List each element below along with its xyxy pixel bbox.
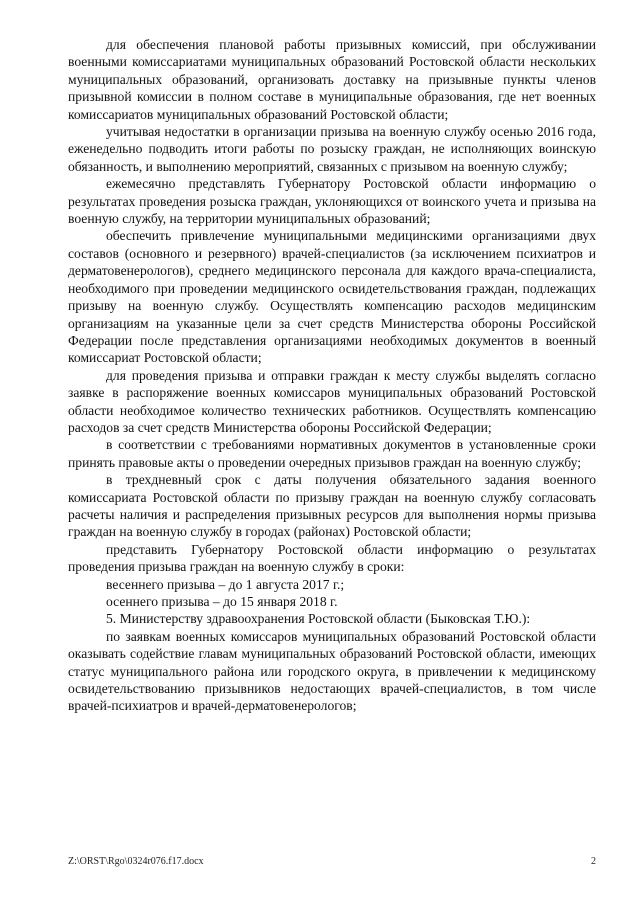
paragraph-section-5-heading: 5. Министерству здравоохранения Ростовской области (Быковская Т.Ю.): [106,611,531,627]
document-body [68,36,596,715]
paragraph-monthly-report: ежемесячно представлять Губернатору Ростовской области информацию о результатах проведения розыска граждан, уклоняющихся от воинского учета и призыва на военную службу, на территории муниципальных образований; [68,176,596,227]
paragraph-medical-staff: обеспечить привлечение муниципальными медицинскими организациями двух составов (основного и резервного) врачей-специалистов (за исключением психиатров и дерматовенерологов), среднего медицинского персонала для каждого врача-специалиста, необходимого при проведении медицинского освидетельствования граждан, подлежащих призыву на военную службу. Осуществлять компенсацию расходов медицинским организациям на указанные цели за счет средств Министерства обороны Российской Федерации после представления организациями необходимых документов в военный комиссариат Ростовской области; [68,228,596,366]
paragraph-weekly-review: учитывая недостатки в организации призыва на военную службу осенью 2016 года, еженедельно подводить итоги работы по розыску граждан, не исполняющих воинскую обязанность, и выполнению мероприятий, связанных с призывом на военную службу; [68,124,596,174]
paragraph-governor-report: представить Губернатору Ростовской области информацию о результатах проведения призыва граждан на военную службу в сроки: [68,541,596,575]
footer-page-number: 2 [591,856,596,867]
paragraph-autumn-deadline: осеннего призыва – до 15 января 2018 г. [106,594,338,609]
paragraph-medical-specialists: по заявкам военных комиссаров муниципальных образований Ростовской области оказывать содействие главам муниципальных образований Ростовской области, имеющих статус муниципального района или городского округа, в привлечении к медицинскому освидетельствованию призывников недостающих врачей-специалистов, в том числе врачей-психиатров и врачей-дерматовенерологов; [68,628,596,714]
footer-file-path: Z:\ORST\Rgo\0324r076.f17.docx [68,856,204,867]
paragraph-three-day-term: в трехдневный срок с даты получения обязательного задания военного комиссариата Ростовской области по призыву граждан на военную службу согласовать расчеты наличия и распределения призывных ресурсов для выполнения нормы призыва граждан на военную службу в городах (районах) Ростовской области; [68,472,596,540]
paragraph-technical-workers: для проведения призыва и отправки граждан к месту службы выделять согласно заявке в распоряжение военных комиссаров муниципальных образований Ростовской области необходимое количество технических работников. Осуществлять компенсацию расходов за счет средств Министерства обороны Российской Федерации; [68,367,596,435]
paragraph-spring-deadline: весеннего призыва – до 1 августа 2017 г.; [106,576,345,592]
paragraph-commission-transport: для обеспечения плановой работы призывных комиссий, при обслуживании военными комиссариатами муниципальных образований Ростовской области нескольких муниципальных образований, организовать доставку на призывные пункты членов призывной комиссии в полном составе в муниципальные образования, где нет военных комиссариатов муниципальных образований Ростовской области; [68,37,596,122]
paragraph-legal-acts: в соответствии с требованиями нормативных документов в установленные сроки принять правовые акты о проведении очередных призывов граждан на военную службу; [68,437,596,470]
